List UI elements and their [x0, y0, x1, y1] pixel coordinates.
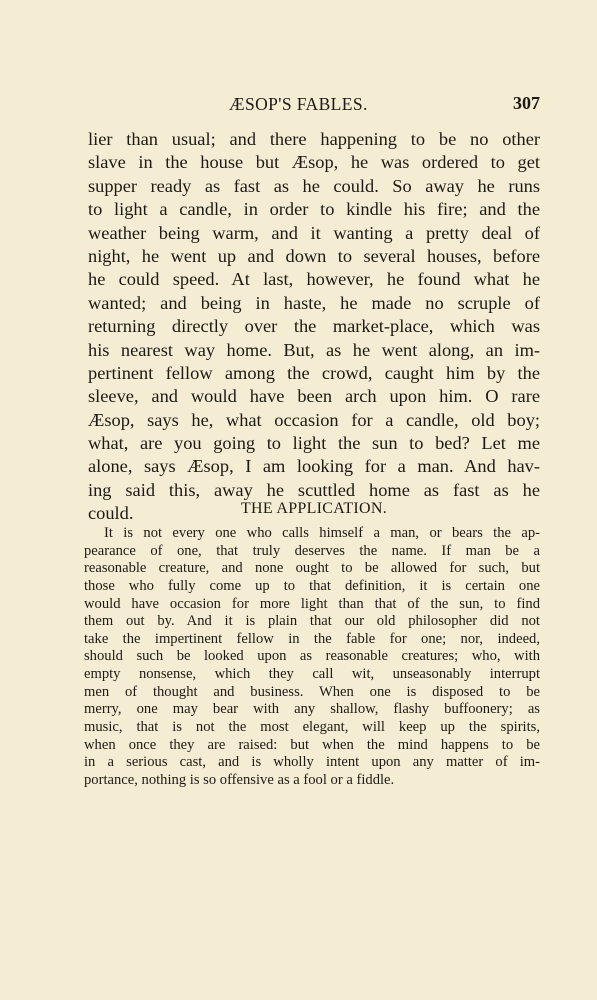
application-line: men of thought and business. When one is disposed to be: [84, 683, 540, 700]
text-line: weather being warm, and it wanting a pretty deal of: [88, 222, 540, 243]
text-line: his nearest way home. But, as he went along, an im-: [88, 339, 540, 360]
text-line: what, are you going to light the sun to bed? Let me: [88, 433, 540, 454]
text-line: returning directly over the market-place, which was: [88, 316, 540, 337]
fable-text: [88, 128, 540, 526]
text-line: supper ready as fast as he could. So away he runs: [88, 175, 540, 196]
text-line: pertinent fellow among the crowd, caught him by the: [88, 362, 540, 383]
application-line: those who fully come up to that definition, it is certain one: [84, 577, 540, 594]
text-line: alone, says Æsop, I am looking for a man. And hav-: [88, 456, 540, 477]
application-line: reasonable creature, and none ought to be allowed for such, but: [84, 560, 540, 577]
running-title: ÆSOP'S FABLES.: [229, 94, 368, 114]
text-line: Æsop, says he, what occasion for a candle, old boy;: [88, 409, 540, 430]
text-line: to light a candle, in order to kindle his fire; and the: [88, 199, 540, 220]
application-text: [84, 525, 540, 790]
application-line: should such be looked upon as reasonable creatures; who, with: [84, 648, 540, 665]
application-line: would have occasion for more light than that of the sun, to find: [84, 595, 540, 612]
running-header: [88, 94, 540, 116]
text-line: lier than usual; and there happening to be no other: [88, 129, 540, 149]
application-line: them out by. And it is plain that our old philosopher did not: [84, 613, 540, 630]
text-line: he could speed. At last, however, he found what he: [88, 269, 540, 290]
application-line: merry, one may bear with any shallow, flashy buffoonery; as: [84, 701, 540, 718]
text-line: wanted; and being in haste, he made no scruple of: [88, 292, 540, 313]
text-line: sleeve, and would have been arch upon him. O rare: [88, 386, 540, 407]
application-line: pearance of one, that truly deserves the name. If man be a: [84, 542, 540, 559]
text-line: night, he went up and down to several houses, before: [88, 245, 540, 266]
application-line: music, that is not the most elegant, will keep up the spirits,: [84, 719, 540, 736]
application-line: empty nonsense, which they call wit, unseasonably interrupt: [84, 666, 540, 683]
application-heading: THE APPLICATION.: [240, 500, 388, 517]
application-line: when once they are raised: but when the mind happens to be: [84, 736, 540, 753]
application-line: in a serious cast, and is wholly intent upon any matter of im-: [84, 754, 540, 771]
application-line: It is not every one who calls himself a man, or bears the ap-: [104, 525, 540, 541]
application-line: portance, nothing is so offensive as a fool or a fiddle.: [84, 771, 395, 788]
text-line: slave in the house but Æsop, he was ordered to get: [88, 152, 540, 173]
page-number: 307: [513, 93, 540, 113]
text-line: ing said this, away he scuttled home as fast as he: [88, 479, 540, 500]
application-line: take the impertinent fellow in the fable for one; nor, indeed,: [84, 630, 540, 647]
text-line: could.: [88, 503, 134, 524]
